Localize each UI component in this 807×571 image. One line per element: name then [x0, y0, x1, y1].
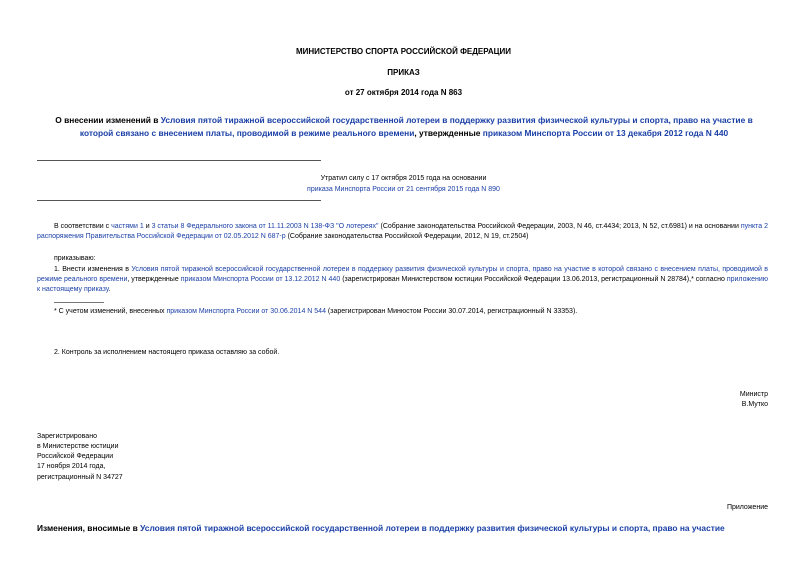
- item-1-text-3: (зарегистрирован Министерством юстиции Российской Федерации 13.06.2013, регистрационный N 28784),* согласно: [340, 276, 727, 284]
- registration-line: в Министерстве юстиции: [37, 443, 119, 451]
- order-word: приказываю:: [54, 255, 96, 262]
- ministry-title: МИНИСТЕРСТВО СПОРТА РОССИЙСКОЙ ФЕДЕРАЦИИ: [295, 47, 512, 56]
- title-text-2: , утвержденные: [414, 127, 483, 138]
- government-order-687-link[interactable]: пункта 2 распоряжения Правительства Российской Федерации от 02.05.2012 N 687-р: [37, 223, 768, 241]
- item-1-text-4: .: [108, 286, 111, 294]
- item-1-conditions-link[interactable]: Условия пятой тиражной всероссийской государственной лотереи в поддержку развития физической культуры и спорта, право на участие в которой связано с внесением платы, проводимой в режиме реального времени: [37, 266, 769, 284]
- preamble-text-4: (Собрание законодательства Российской Федерации, 2012, N 19, ст.2504): [285, 233, 529, 241]
- registration-line: Зарегистрировано: [37, 433, 97, 440]
- preamble-text-1: В соответствии с: [54, 223, 112, 230]
- footnote-divider: [54, 302, 104, 303]
- preamble-text-3: (Собрание законодательства Российской Федерации, 2003, N 46, ст.4434; 2013, N 52, ст.6981) и на основании: [378, 223, 741, 230]
- item-1-text-2: , утвержденные: [127, 276, 181, 284]
- registration-line: регистрационный N 34727: [37, 473, 123, 481]
- preamble-paragraph: [37, 222, 768, 242]
- item-1-order-440-link[interactable]: приказом Минспорта России от 13.12.2012 N 440: [180, 276, 341, 284]
- law-parts-1-link[interactable]: частями 1: [111, 223, 144, 230]
- status-note-link-row: [0, 185, 807, 195]
- document-title: [48, 114, 760, 139]
- appendix-heading: [37, 522, 777, 535]
- footnote-text-1: * С учетом изменений, внесенных: [54, 308, 167, 315]
- footnote: [54, 307, 577, 317]
- registration-line: Российской Федерации: [37, 453, 114, 461]
- title-conditions-link[interactable]: Условия пятой тиражной всероссийской государственной лотереи в поддержку развития физической культуры и спорта, право на участие в которой связано с внесением платы, проводимой в режиме реального времени: [79, 115, 753, 138]
- signature-position: Министр: [739, 391, 768, 398]
- registration-block: [37, 432, 123, 483]
- title-order-440-link[interactable]: приказом Минспорта России от 13 декабря 2012 года N 440: [482, 127, 729, 138]
- item-2-paragraph: 2. Контроль за исполнением настоящего приказа оставляю за собой.: [54, 349, 280, 356]
- signature-name: В.Мутко: [741, 401, 768, 408]
- title-text-1: О внесении изменений в: [55, 115, 161, 125]
- status-note-line: Утратил силу с 17 октября 2015 года на основании: [320, 175, 487, 182]
- item-1-text-1: 1. Внести изменения в: [54, 266, 132, 273]
- registration-line: 17 ноября 2014 года,: [37, 463, 106, 471]
- document-date: от 27 октября 2014 года N 863: [344, 88, 463, 97]
- appendix-label: Приложение: [726, 504, 768, 511]
- appendix-link[interactable]: приложению к настоящему приказу: [37, 276, 769, 294]
- document-type: ПРИКАЗ: [387, 68, 420, 77]
- item-1-paragraph: [37, 265, 768, 295]
- divider-line: [37, 160, 321, 161]
- footnote-text-2: (зарегистрирован Минюстом России 30.07.2014, регистрационный N 33353).: [325, 308, 578, 315]
- appendix-heading-text: Изменения, вносимые в: [37, 523, 141, 533]
- divider-line: [37, 200, 321, 201]
- footnote-order-544-link[interactable]: приказом Минспорта России от 30.06.2014 N 544: [166, 308, 326, 315]
- preamble-text-2: и: [143, 223, 152, 230]
- repeal-order-890-link[interactable]: приказа Минспорта России от 21 сентября 2015 года N 890: [307, 186, 500, 193]
- law-article-8-link[interactable]: 3 статьи 8 Федерального закона от 11.11.2003 N 138-ФЗ "О лотереях": [151, 223, 379, 230]
- appendix-conditions-link[interactable]: Условия пятой тиражной всероссийской государственной лотереи в поддержку развития физической культуры и спорта, право на участие: [140, 523, 725, 533]
